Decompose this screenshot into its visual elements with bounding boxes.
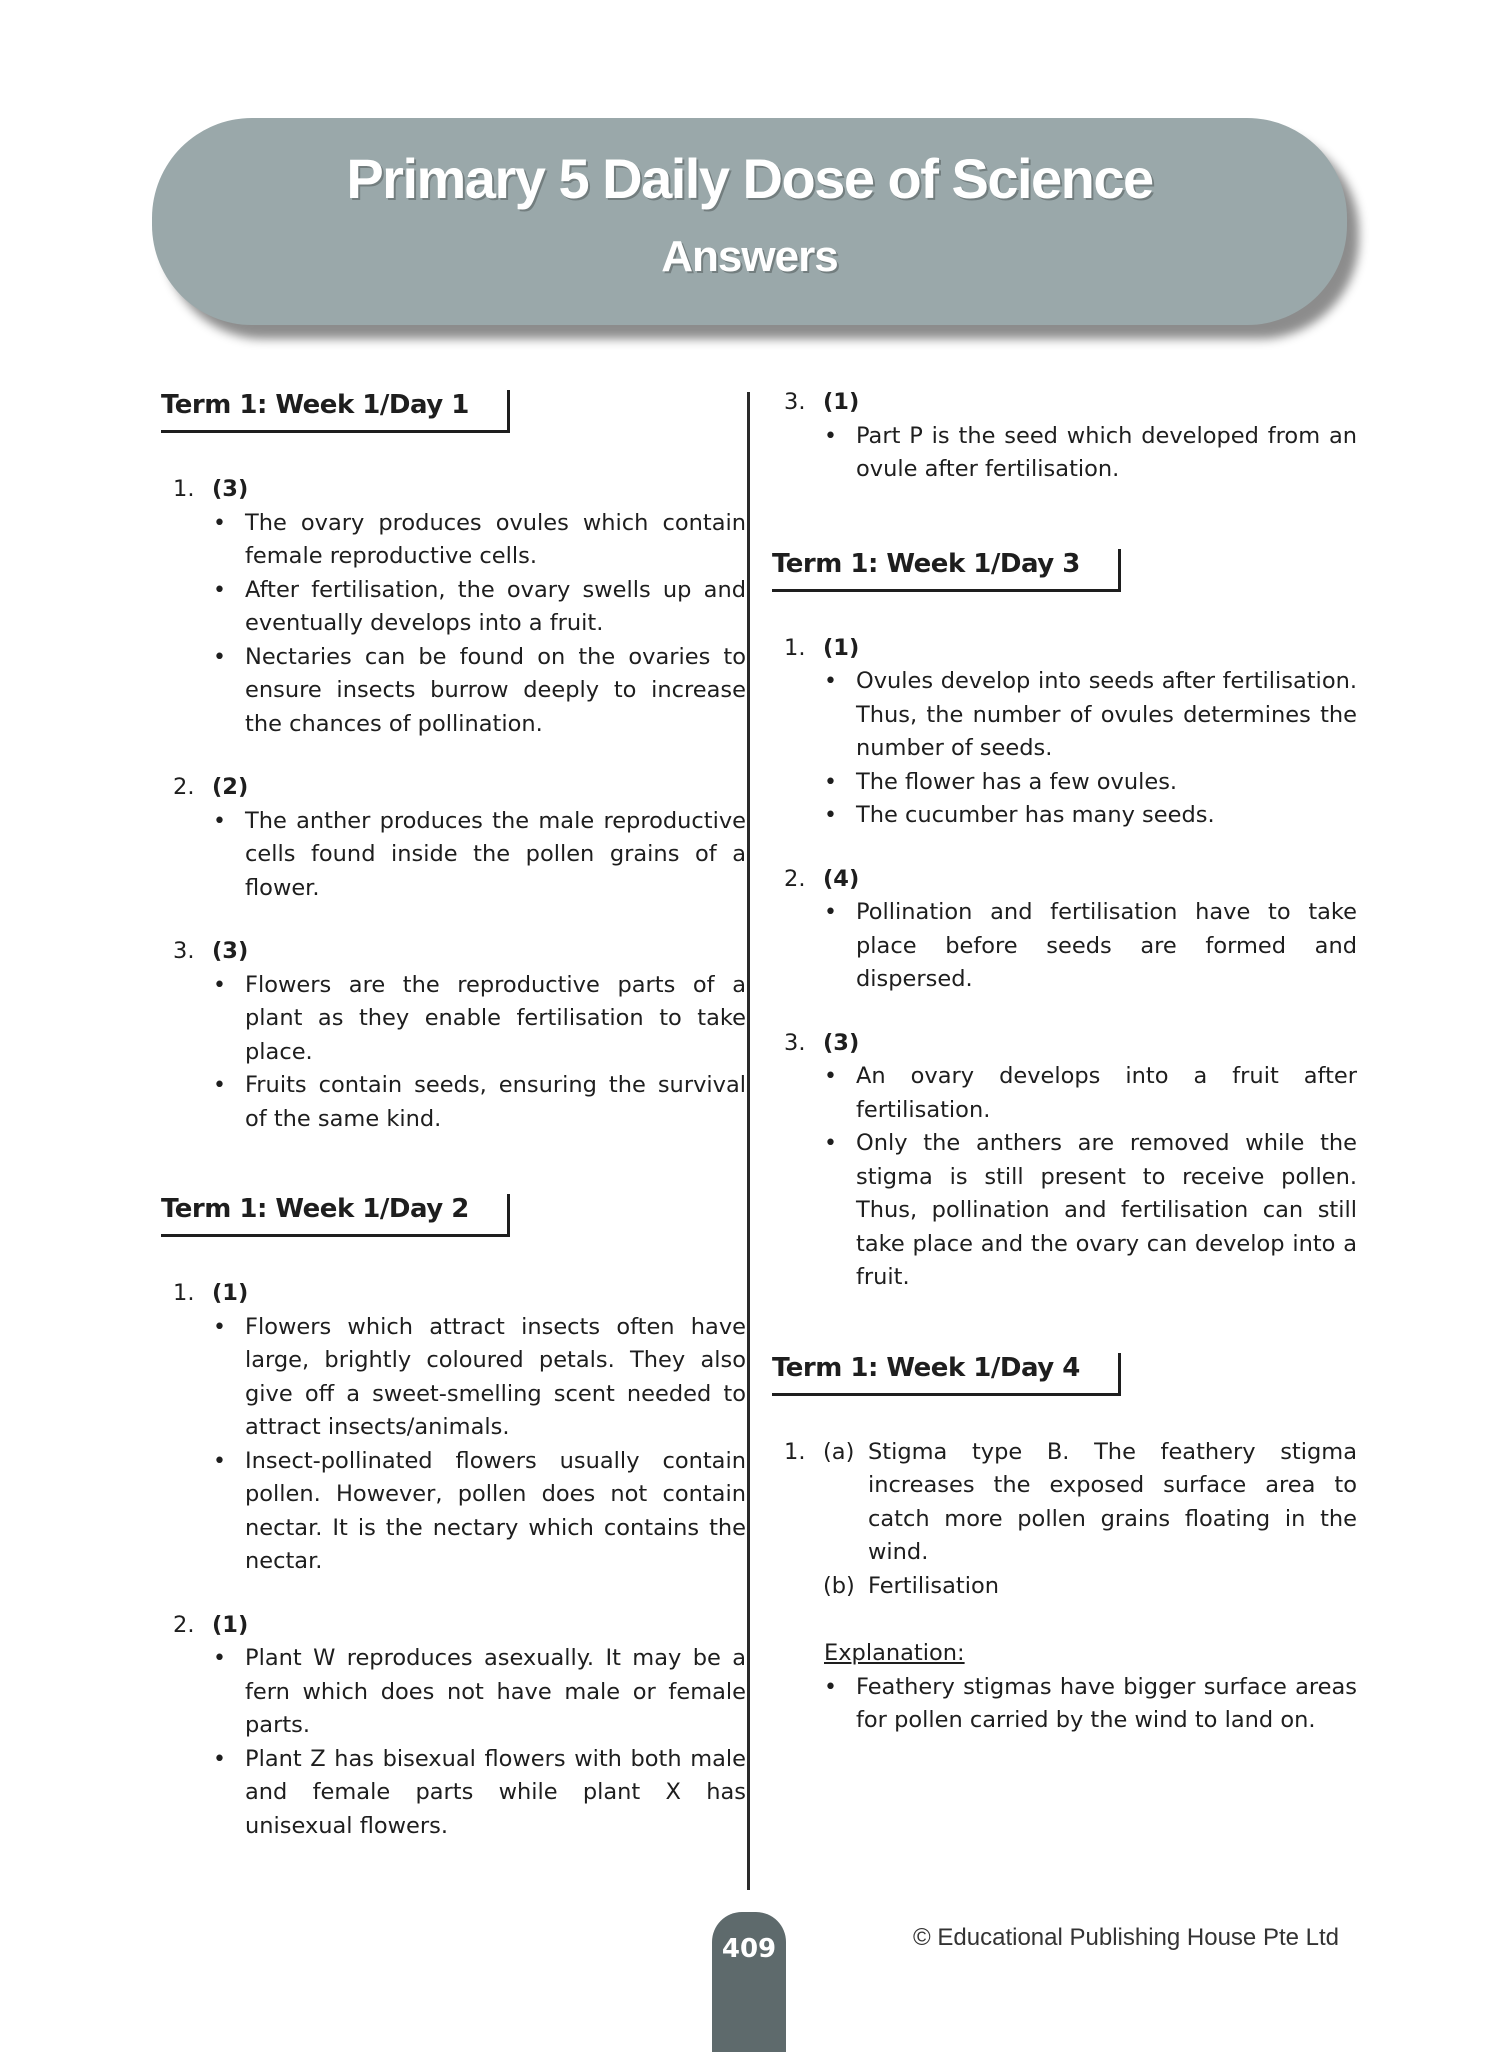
answer-bullet: • Flowers are the reproductive parts of a plant as they enable fertilisation to take place.: [245, 969, 746, 1070]
sub-answer-a-text: Stigma type B. The feathery stigma increases the exposed surface area to catch more pollen grains floating in the wind.: [868, 1438, 1357, 1565]
answer-bullet: • Ovules develop into seeds after fertilisation. Thus, the number of ovules determines the number of seeds.: [856, 665, 1357, 766]
question-2: [161, 1609, 746, 1844]
answer-option: (1): [823, 634, 860, 661]
question-number: 2.: [784, 865, 806, 892]
section-heading-day2: Term 1: Week 1/Day 2: [161, 1194, 510, 1237]
question-2: [772, 863, 1357, 997]
section-heading-day4: Term 1: Week 1/Day 4: [772, 1353, 1121, 1396]
answer-bullet: • Part P is the seed which developed from an ovule after fertilisation.: [856, 420, 1357, 487]
sub-label-b: (b): [823, 1572, 855, 1599]
question-number: 1.: [784, 1438, 806, 1465]
question-number: 2.: [173, 1611, 195, 1638]
question-1: [161, 1277, 746, 1579]
answer-option: (3): [212, 938, 249, 964]
answer-option: (3): [212, 476, 249, 502]
header-banner: [152, 118, 1347, 325]
answer-bullet: • Fruits contain seeds, ensuring the survival of the same kind.: [245, 1069, 746, 1136]
answer-bullet: • An ovary develops into a fruit after fertilisation.: [856, 1060, 1357, 1127]
column-divider: [747, 392, 750, 1890]
answer-bullet: • Insect-pollinated flowers usually contain pollen. However, pollen does not contain nectar. It is the nectary which contains the nectar.: [245, 1445, 746, 1579]
question-number: 1.: [173, 476, 195, 502]
question-1: [772, 632, 1357, 833]
question-number: 3.: [173, 938, 195, 964]
page-title: Primary 5 Daily Dose of Science: [346, 147, 1153, 210]
sub-answer-a: [772, 1436, 1357, 1570]
question-3-continued: [772, 386, 1357, 487]
answer-option: (1): [212, 1611, 249, 1638]
copyright-notice: © Educational Publishing House Pte Ltd: [913, 1924, 1339, 1951]
answer-bullet: • Nectaries can be found on the ovaries to ensure insects burrow deeply to increase the chances of pollination.: [245, 641, 746, 742]
section-heading-day1: Term 1: Week 1/Day 1: [161, 390, 510, 433]
question-number: 2.: [173, 774, 195, 800]
question-number: 3.: [784, 389, 806, 415]
explanation-label: Explanation:: [824, 1640, 965, 1666]
question-3: [772, 1027, 1357, 1295]
answer-bullet: • After fertilisation, the ovary swells up and eventually develops into a fruit.: [245, 574, 746, 641]
answer-bullet: • Flowers which attract insects often have large, brightly coloured petals. They also give off a sweet-smelling scent needed to attract insects/animals.: [245, 1311, 746, 1445]
sub-answer-b-text: Fertilisation: [868, 1572, 999, 1599]
question-1: [772, 1436, 1357, 1738]
answer-option: (2): [212, 774, 249, 800]
left-column: [161, 390, 746, 1873]
question-number: 1.: [784, 634, 806, 661]
answer-option: (3): [823, 1029, 860, 1056]
sub-label-a: (a): [823, 1438, 855, 1465]
page-number: 409: [721, 1934, 777, 1964]
answer-bullet: • The flower has a few ovules.: [856, 766, 1357, 800]
answer-bullet: • The cucumber has many seeds.: [856, 799, 1357, 833]
answer-bullet: • The anther produces the male reproductive cells found inside the pollen grains of a flower.: [245, 805, 746, 906]
question-1: [161, 473, 746, 741]
question-3: [161, 935, 746, 1136]
section-heading-day3: Term 1: Week 1/Day 3: [772, 549, 1121, 592]
sub-answer-b: [772, 1570, 1357, 1604]
question-2: [161, 771, 746, 905]
answer-bullet: • The ovary produces ovules which contain female reproductive cells.: [245, 507, 746, 574]
answer-option: (1): [823, 389, 860, 415]
page-subtitle: Answers: [661, 232, 838, 281]
answer-bullet: • Plant Z has bisexual flowers with both male and female parts while plant X has unisexual flowers.: [245, 1743, 746, 1844]
answer-option: (4): [823, 865, 860, 892]
page-number-tab: [712, 1912, 786, 2052]
answer-bullet: • Plant W reproduces asexually. It may be a fern which does not have male or female parts.: [245, 1642, 746, 1743]
answer-option: (1): [212, 1280, 249, 1306]
answer-bullet: • Only the anthers are removed while the stigma is still present to receive pollen. Thus, pollination and fertilisation can still take place and the ovary can develop into a fruit.: [856, 1127, 1357, 1295]
question-number: 1.: [173, 1280, 195, 1306]
answer-bullet: • Pollination and fertilisation have to take place before seeds are formed and dispersed.: [856, 896, 1357, 997]
explanation-bullet: • Feathery stigmas have bigger surface areas for pollen carried by the wind to land on.: [856, 1671, 1357, 1738]
question-number: 3.: [784, 1029, 806, 1056]
right-column: [772, 386, 1357, 1768]
